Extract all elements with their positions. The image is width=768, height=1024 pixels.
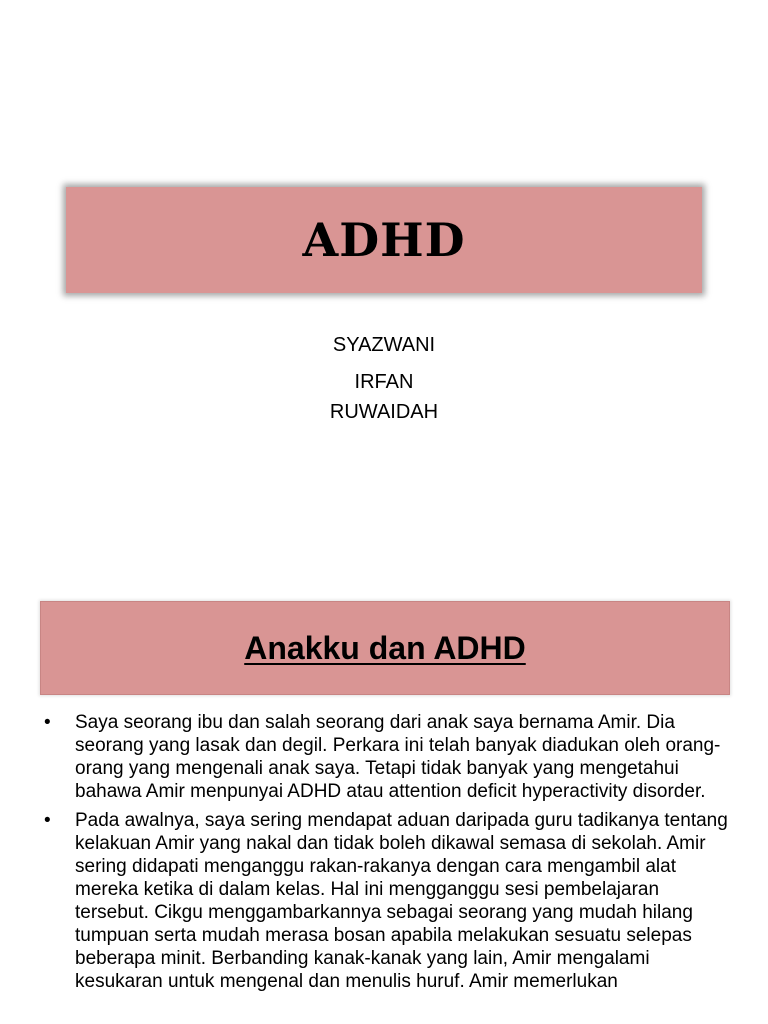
bullet-list [40,711,730,999]
section-title: Anakku dan ADHD [244,629,526,666]
title-banner [66,187,702,293]
author-name: SYAZWANI [332,334,436,356]
author-name: RUWAIDAH [329,401,439,423]
author-name: IRFAN [354,371,414,393]
bullet-text: Pada awalnya, saya sering mendapat aduan daripada guru tadikanya tentang kelakuan Amir yang nakal dan tidak boleh dikawal semasa di sekolah. Amir sering didapati menganggu rakan-rakanya dengan cara mengambil alat mereka ketika di dalam kelas. Hal ini mengganggu sesi pembelajaran tersebut. Cikgu menggambarkannya sebagai seorang yang mudah hilang tumpuan serta mudah merasa bosan apabila melakukan sesuatu selepas beberapa minit. Berbanding kanak-kanak yang lain, Amir mengalami kesukaran untuk mengenal dan menulis huruf. Amir memerlukan [75,810,728,992]
bullet-icon: • [44,712,51,733]
bullet-item [40,809,730,993]
slide-title: ADHD [302,213,466,267]
bullet-item [40,711,730,803]
section-banner [40,601,730,695]
bullet-icon: • [44,810,51,831]
bullet-text: Saya seorang ibu dan salah seorang dari anak saya bernama Amir. Dia seorang yang lasak dan degil. Perkara ini telah banyak diadukan oleh orang-orang yang mengenali anak saya. Tetapi tidak banyak yang mengetahui bahawa Amir menpunyai ADHD atau attention deficit hyperactivity disorder. [75,712,721,802]
